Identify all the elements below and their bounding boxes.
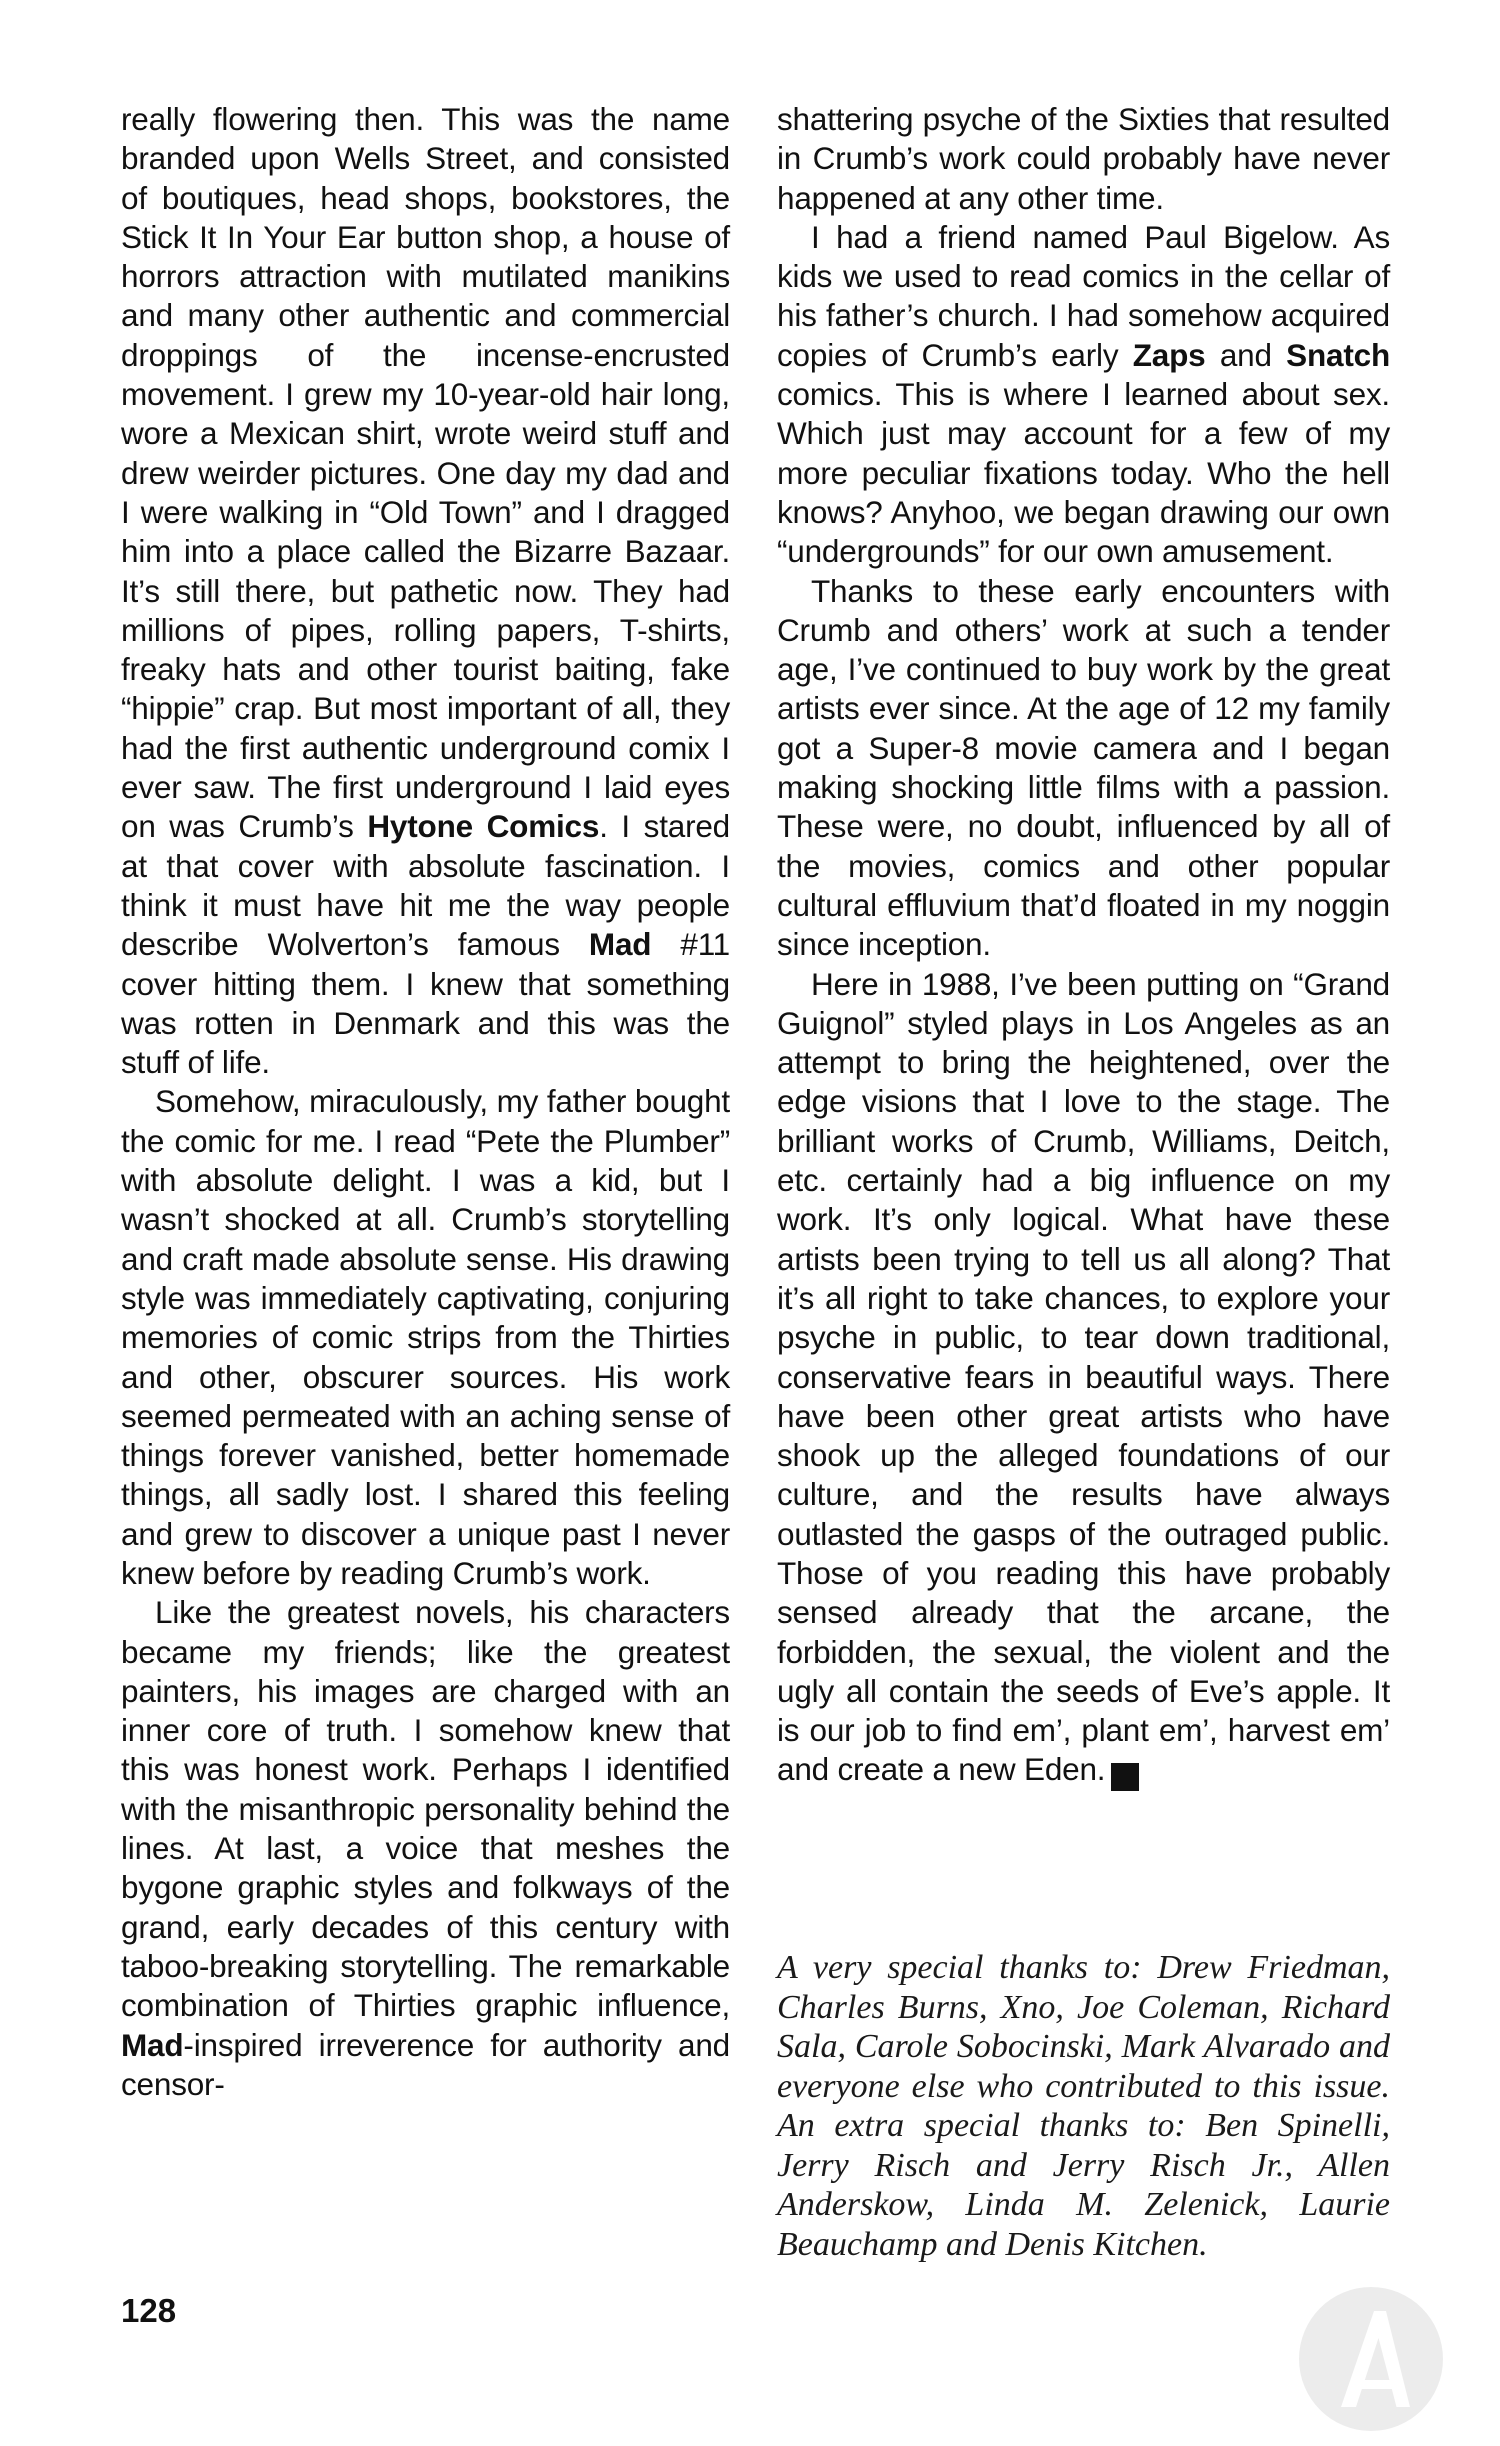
text-run: Here in 1988, I’ve been putting on “Grand Guignol” styled plays in Los Angeles as an attempt to bring the heightened, over the edge visions that I love to the stage. The brilliant works of Crumb, Williams, Deitch, etc. certainly had a big influence on my work. It’s only logical. What have these artists been trying to tell us all along? That it’s all right to take chances, to explore your psyche in public, to tear down traditional, conservative fears in beautiful ways. There have been other great artists who have shook up the alleged foundations of our culture, and the results have always outlasted the gasps of the outraged public. Those of you reading this have probably sensed already that the arcane, the forbidden, the sexual, the violent and the ugly all contain the seeds of Eve’s apple. It is our job to find em’, plant em’, harvest em’ and create a new Eden. — [777, 965, 1390, 1788]
title-run: Snatch — [1286, 336, 1390, 373]
paragraph — [777, 965, 1390, 1792]
text-run: comics. This is where I learned about sex. Which just may account for a few of my more peculiar fixations today. Who the hell knows? Anyhoo, we began drawing our own “undergrounds” for our own amusement. — [777, 376, 1390, 570]
right-column — [777, 100, 1390, 1791]
acknowledgements: A very special thanks to: Drew Friedman, Charles Burns, Xno, Joe Coleman, Richard Sala, Carole Sobocinski, Mark Alvarado and everyone else who contributed to this issue. An extra special thanks to: Ben Spinelli, Jerry Risch and Jerry Risch Jr., Allen Anderskow, Linda M. Zelenick, Laurie Beauchamp and Denis Kitchen. — [777, 1949, 1390, 2263]
paragraph — [121, 1593, 730, 2104]
text-run: Like the greatest novels, his characters became my friends; like the greatest painters, his images are charged with an inner core of truth. I somehow knew that this was honest work. Perhaps I identified with the misanthropic personality behind the lines. At last, a voice that meshes the bygone graphic styles and folkways of the grand, early decades of this century with taboo-breaking storytelling. The remarkable combination of Thirties graphic influence, — [121, 1594, 730, 2024]
text-run: -inspired irreverence for authority and censor- — [121, 2026, 730, 2102]
watermark-logo-icon — [1296, 2284, 1446, 2434]
title-run: Zaps — [1132, 336, 1206, 373]
text-run: Somehow, miraculously, my father bought the comic for me. I read “Pete the Plumber” with absolute delight. I was a kid, but I wasn’t shocked at all. Crumb’s storytelling and craft made absolute sense. His drawing style was immediately captivating, conjuring memories of comic strips from the Thirties and other, obscurer sources. His work seemed permeated with an aching sense of things forever vanished, better homemade things, all sadly lost. I shared this feeling and grew to discover a unique past I never knew before by reading Crumb’s work. — [121, 1083, 730, 1591]
paragraph — [777, 218, 1390, 572]
title-run: Hytone Comics — [367, 808, 600, 845]
paragraph — [121, 1082, 730, 1593]
text-run: I had a friend named Paul Bigelow. As kids we used to read comics in the cellar of his father’s church. I had somehow acquired copies of Crumb’s early — [777, 218, 1390, 373]
title-run: Mad — [588, 926, 652, 963]
title-run: Mad — [121, 2026, 184, 2063]
text-run: Thanks to these early encounters with Crumb and others’ work at such a tender age, I’ve continued to buy work by the great artists ever since. At the age of 12 my family got a Super-8 movie camera and I began making shocking little films with a passion. These were, no doubt, influenced by all of the movies, comics and other popular cultural effluvium that’d floated in my noggin since inception. — [777, 572, 1390, 963]
end-mark-icon: LB — [1111, 1763, 1139, 1791]
paragraph — [121, 100, 730, 1082]
text-run: shattering psyche of the Sixties that resulted in Crumb’s work could probably have never happened at any other time. — [777, 101, 1390, 216]
text-run: and — [1205, 336, 1287, 373]
text-run: . I stared at that cover with absolute fascination. I think it must have hit me the way people describe Wolverton’s famous — [121, 808, 730, 963]
text-run: #11 cover hitting them. I knew that something was rotten in Denmark and this was the stuff of life. — [121, 926, 730, 1081]
paragraph — [777, 100, 1390, 218]
page-number: 128 — [121, 2292, 177, 2329]
left-column — [121, 100, 730, 2104]
paragraph — [777, 572, 1390, 965]
text-run: really flowering then. This was the name branded upon Wells Street, and consisted of boutiques, head shops, bookstores, the Stick It In Your Ear button shop, a house of horrors attraction with mutilated manikins and many other authentic and commercial droppings of the incense-encrusted movement. I grew my 10-year-old hair long, wore a Mexican shirt, wrote weird stuff and drew weirder pictures. One day my dad and I were walking in “Old Town” and I dragged him into a place called the Bizarre Bazaar. It’s still there, but pathetic now. They had millions of pipes, rolling papers, T-shirts, freaky hats and other tourist baiting, fake “hippie” crap. But most important of all, they had the first authentic underground comix I ever saw. The first underground I laid eyes on was Crumb’s — [121, 101, 730, 845]
